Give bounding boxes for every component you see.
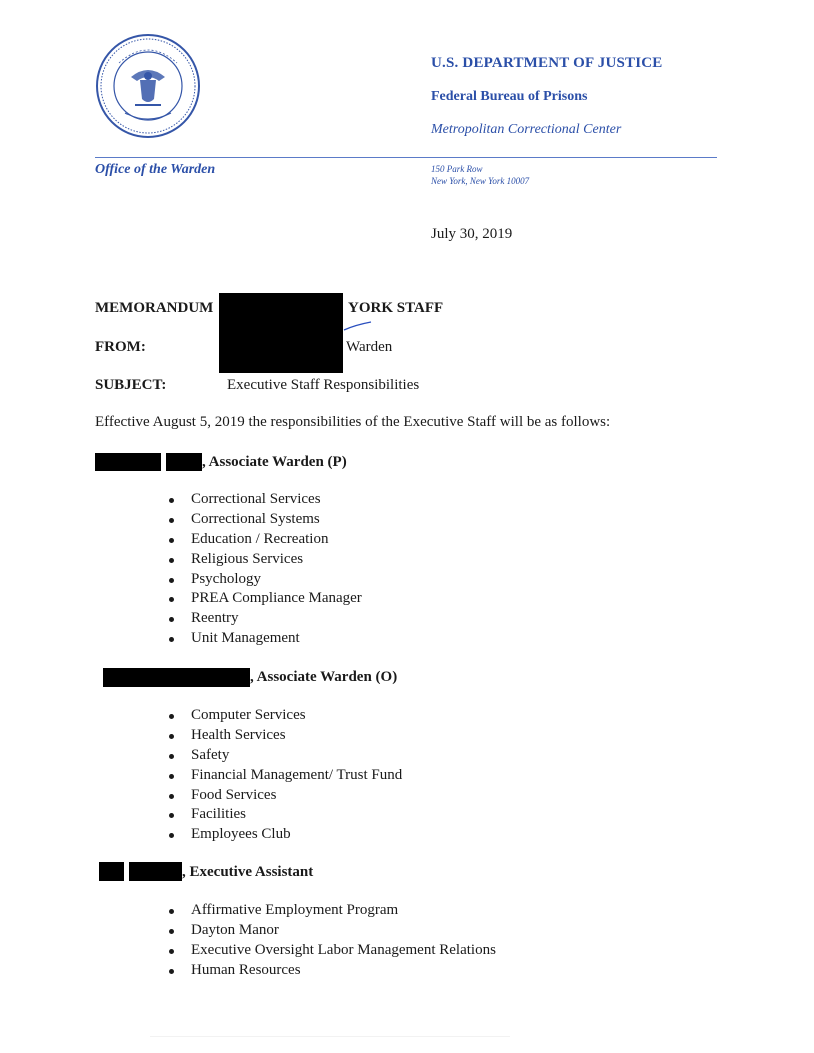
redaction-block: [129, 862, 182, 881]
bureau-name: Federal Bureau of Prisons: [431, 89, 588, 104]
address-line-1: 150 Park Row: [431, 164, 483, 174]
doj-bop-seal-icon: [95, 33, 201, 139]
redaction-block: [166, 453, 202, 471]
list-item: PREA Compliance Manager: [168, 589, 362, 609]
list-item: Executive Oversight Labor Management Relations: [168, 941, 496, 961]
list-item: Correctional Services: [168, 490, 362, 510]
from-title: Warden: [346, 339, 393, 355]
memorandum-label: MEMORANDUM: [95, 300, 214, 316]
scan-artifact: [150, 1036, 510, 1037]
office-name: Office of the Warden: [95, 162, 216, 177]
subject-label: SUBJECT:: [95, 377, 167, 393]
facility-name: Metropolitan Correctional Center: [431, 122, 622, 137]
address-line-2: New York, New York 10007: [431, 176, 530, 186]
memo-date: July 30, 2019: [431, 226, 513, 242]
list-item: Unit Management: [168, 629, 362, 649]
memo-to-text: YORK STAFF: [348, 300, 444, 316]
list-item: Facilities: [168, 805, 402, 825]
list-item: Computer Services: [168, 706, 402, 726]
redaction-block: [95, 453, 161, 471]
list-item: Psychology: [168, 570, 362, 590]
list-item: Dayton Manor: [168, 921, 496, 941]
responsibility-list: [168, 706, 402, 845]
list-item: Financial Management/ Trust Fund: [168, 766, 402, 786]
list-item: Reentry: [168, 609, 362, 629]
section-heading: , Executive Assistant: [182, 864, 314, 880]
list-item: Employees Club: [168, 825, 402, 845]
responsibility-list: [168, 490, 362, 649]
list-item: Affirmative Employment Program: [168, 901, 496, 921]
from-label: FROM:: [95, 339, 146, 355]
list-item: Safety: [168, 746, 402, 766]
section-heading: , Associate Warden (P): [202, 454, 347, 470]
agency-name: U.S. DEPARTMENT OF JUSTICE: [431, 55, 663, 71]
letterhead-rule: [95, 157, 717, 158]
list-item: Correctional Systems: [168, 510, 362, 530]
list-item: Religious Services: [168, 550, 362, 570]
redaction-block: [103, 668, 250, 687]
redaction-block: [99, 862, 124, 881]
responsibility-list: [168, 901, 496, 981]
list-item: Food Services: [168, 786, 402, 806]
list-item: Health Services: [168, 726, 402, 746]
section-heading: , Associate Warden (O): [250, 669, 398, 685]
intro-paragraph: Effective August 5, 2019 the responsibilities of the Executive Staff will be as follows:: [95, 414, 611, 430]
list-item: Human Resources: [168, 961, 496, 981]
list-item: Education / Recreation: [168, 530, 362, 550]
signature-stroke-icon: [343, 320, 373, 332]
subject-text: Executive Staff Responsibilities: [227, 377, 420, 393]
redaction-block: [219, 293, 343, 373]
